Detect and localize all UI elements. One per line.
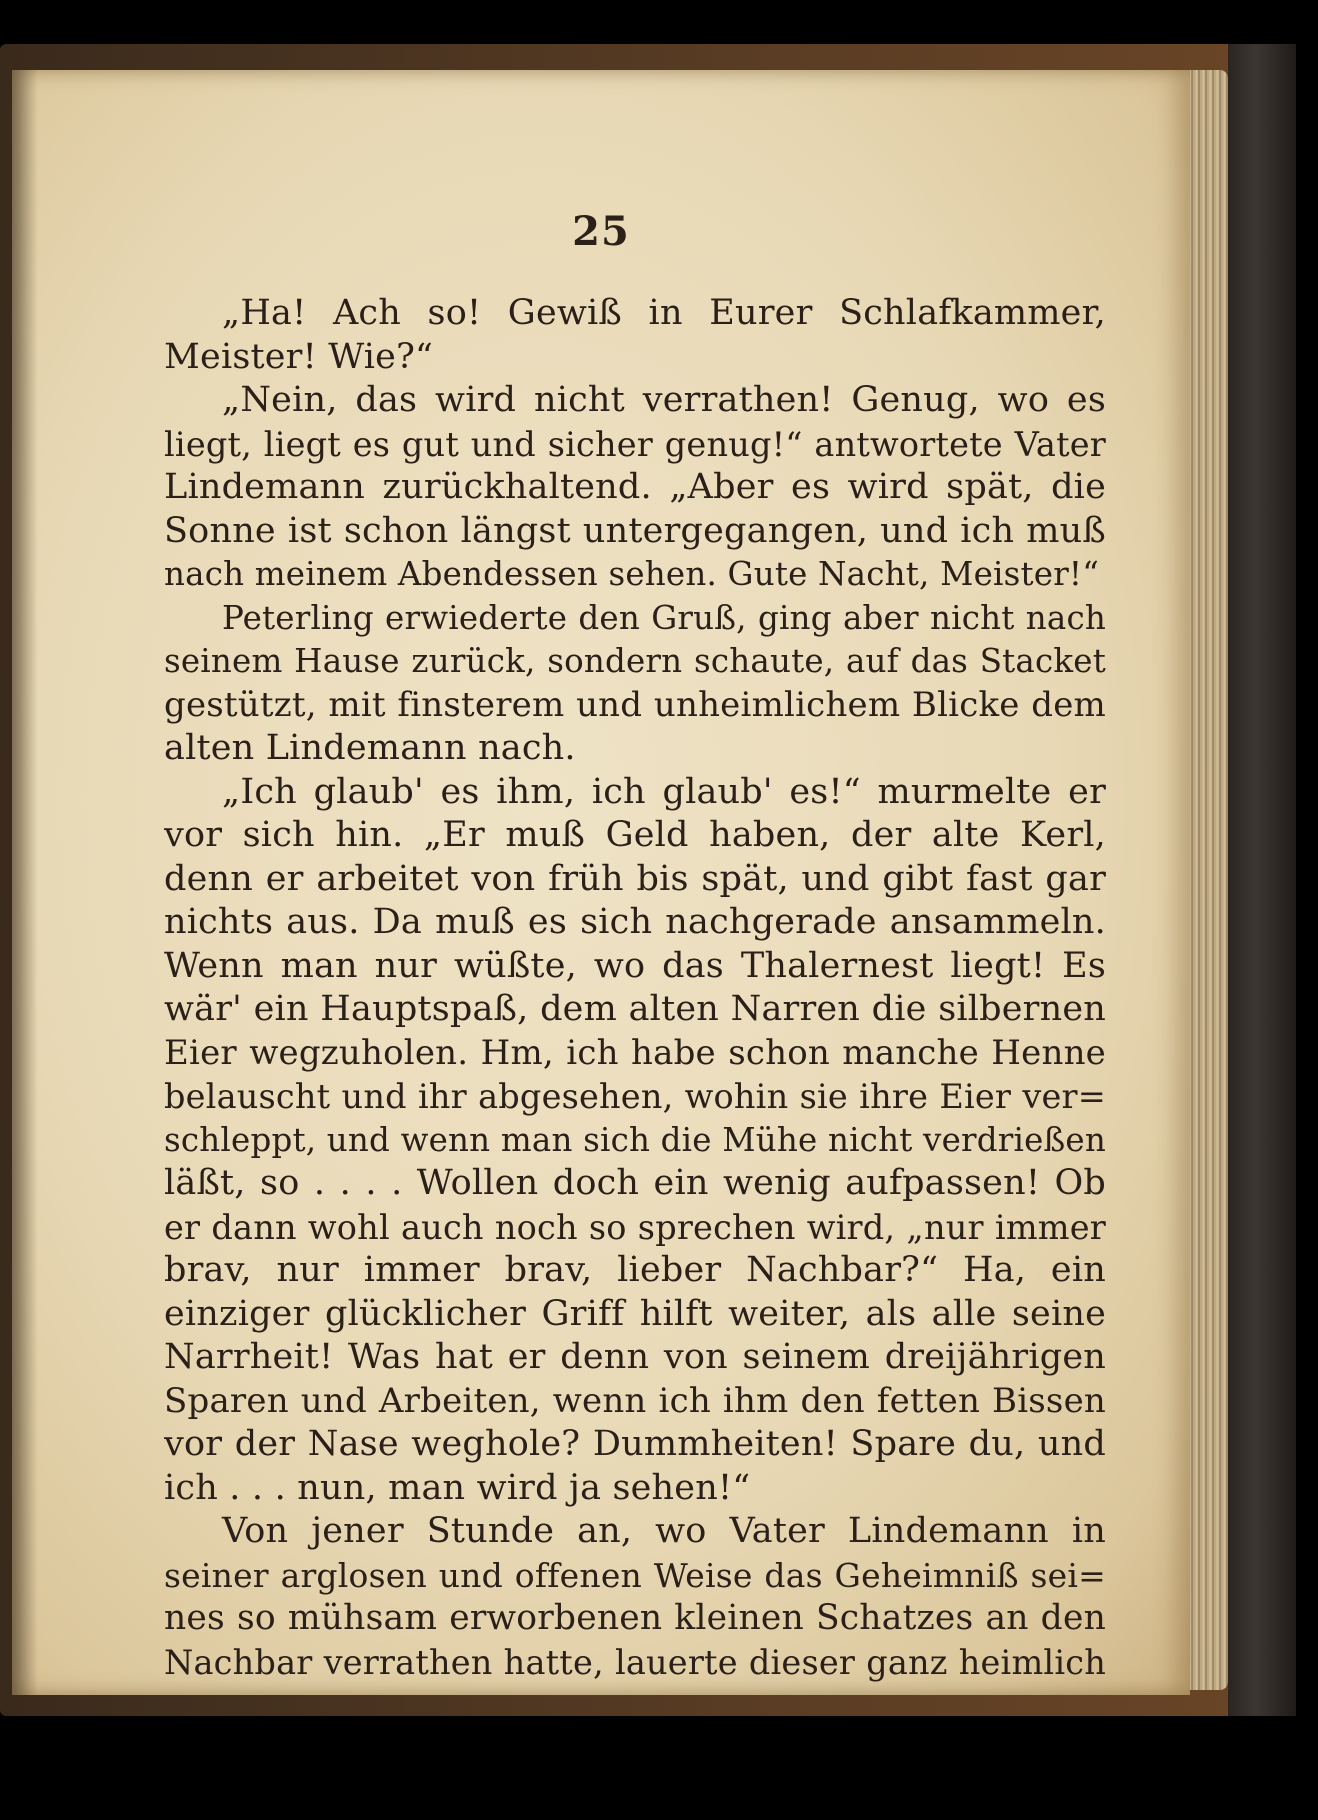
text-line: alten Lindemann nach. [164,728,576,768]
text-line: vor der Nase weghole? Dummheiten! Spare du, und [164,1424,1106,1464]
text-line: seiner arglosen und offenen Weise das Geheimniß sei= [164,1555,1106,1595]
text-line: seinem Hause zurück, sondern schaute, auf das Stacket [164,642,1106,680]
page-gutter-shadow [12,70,38,1695]
text-line: Von jener Stunde an, wo Vater Lindemann in [222,1511,1106,1551]
text-line: Sonne ist schon längst untergegangen, und ich muß [164,510,1106,551]
text-line: Sparen und Arbeiten, wenn ich ihm den fetten Bissen [164,1380,1106,1421]
text-line: schleppt, und wenn man sich die Mühe nicht verdrießen [164,1120,1106,1159]
text-line: gestützt, mit finsterem und unheimlichem Blicke dem [164,684,1106,725]
text-line: belauscht und ihr abgesehen, wohin sie ihre Eier ver= [164,1077,1106,1116]
text-line: läßt, so . . . . Wollen doch ein wenig aufpassen! Ob [164,1163,1106,1203]
text-line: nichts aus. Da muß es sich nachgerade ansammeln. [164,902,1106,942]
book-page [12,70,1190,1695]
text-line: Narrheit! Was hat er denn von seinem dreijährigen [164,1337,1106,1377]
text-line: „Nein, das wird nicht verrathen! Genug, wo es [222,380,1106,420]
page-number: 25 [572,208,630,255]
text-line: Wenn man nur wüßte, wo das Thalernest liegt! Es [164,945,1106,986]
text-line: er dann wohl auch noch so sprechen wird, „nur immer [164,1207,1106,1247]
text-line: wär' ein Hauptspaß, dem alten Narren die silbernen [164,989,1106,1029]
text-line: vor sich hin. „Er muß Geld haben, der alte Kerl, [164,815,1106,855]
text-line: nes so mühsam erworbenen kleinen Schatzes an den [164,1598,1106,1638]
text-line: „Ich glaub' es ihm, ich glaub' es!“ murmelte er [222,771,1106,812]
text-line: ich . . . nun, man wird ja sehen!“ [164,1467,751,1508]
text-line: Peterling erwiederte den Gruß, ging aber nicht nach [222,598,1106,637]
text-line: Meister! Wie?“ [164,336,434,377]
text-line: Nachbar verrathen hatte, lauerte dieser ganz heimlich [164,1642,1106,1682]
text-line: Eier wegzuholen. Hm, ich habe schon manche Henne [164,1032,1106,1073]
text-line: „Ha! Ach so! Gewiß in Eurer Schlafkammer, [222,293,1106,333]
book-spine-edge [1228,44,1296,1716]
text-line: nach meinem Abendessen sehen. Gute Nacht, Meister!“ [164,555,1100,593]
text-line: Lindemann zurückhaltend. „Aber es wird spät, die [164,467,1106,507]
text-line: liegt, liegt es gut und sicher genug!“ antwortete Vater [164,424,1106,464]
body-text [164,292,1106,1684]
text-line: brav, nur immer brav, lieber Nachbar?“ Ha, ein [164,1250,1106,1290]
text-line: einziger glücklicher Griff hilft weiter, als alle seine [164,1293,1106,1334]
text-line: denn er arbeitet von früh bis spät, und gibt fast gar [164,858,1106,899]
